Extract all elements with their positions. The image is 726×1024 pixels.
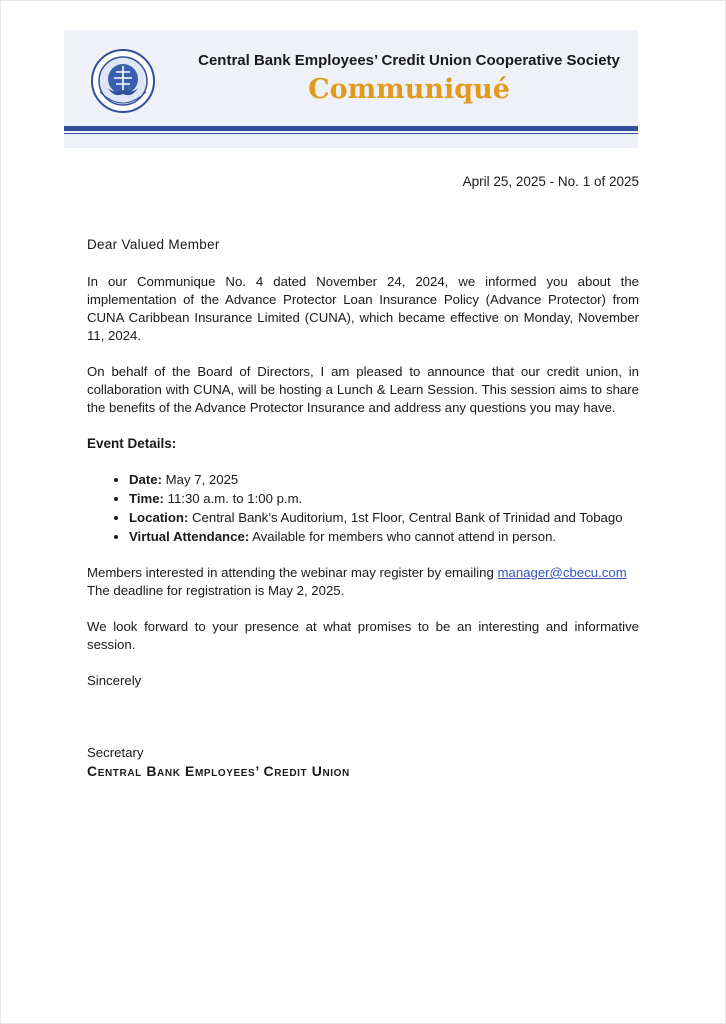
list-item bbox=[129, 489, 639, 508]
registration-deadline: The deadline for registration is May 2, 2025. bbox=[87, 583, 345, 598]
list-item bbox=[129, 527, 639, 546]
date-and-number: April 25, 2025 - No. 1 of 2025 bbox=[462, 174, 639, 189]
event-time-label: Time: bbox=[129, 491, 164, 506]
virtual-attendance-value: Available for members who cannot attend in person. bbox=[252, 529, 557, 544]
organization-name: Central Bank Employees’ Credit Union Cooperative Society bbox=[198, 52, 620, 69]
paragraph-announcement: On behalf of the Board of Directors, I am pleased to announce that our credit union, in collaboration with CUNA, will be hosting a Lunch & Learn Session. This session aims to share the benefits of the Advance Protector Insurance and address any questions you may have. bbox=[87, 364, 639, 415]
event-time-value: 11:30 a.m. to 1:00 p.m. bbox=[167, 491, 303, 506]
registration-paragraph bbox=[87, 564, 639, 600]
event-date-label: Date: bbox=[129, 472, 162, 487]
signatory-organization: Central Bank Employees’ Credit Union bbox=[87, 763, 350, 779]
letter-body bbox=[87, 236, 639, 780]
list-item bbox=[129, 508, 639, 527]
closing-paragraph: We look forward to your presence at what promises to be an interesting and informative session. bbox=[87, 619, 639, 652]
signatory-title: Secretary bbox=[87, 745, 144, 760]
header-divider bbox=[64, 126, 638, 131]
event-date-value: May 7, 2025 bbox=[165, 472, 239, 487]
credit-union-logo-icon bbox=[90, 48, 156, 114]
salutation: Dear Valued Member bbox=[87, 237, 220, 252]
signoff: Sincerely bbox=[87, 673, 142, 688]
event-location-label: Location: bbox=[129, 510, 189, 525]
registration-text: Members interested in attending the webinar may register by emailing bbox=[87, 565, 494, 580]
event-location-value: Central Bank’s Auditorium, 1st Floor, Central Bank of Trinidad and Tobago bbox=[192, 510, 623, 525]
event-details-heading: Event Details: bbox=[87, 436, 177, 451]
email-link[interactable]: manager@cbecu.com bbox=[497, 565, 627, 580]
header-divider-thin bbox=[64, 133, 638, 134]
event-details-list bbox=[87, 470, 639, 546]
list-item bbox=[129, 470, 639, 489]
paragraph-intro: In our Communique No. 4 dated November 24, 2024, we informed you about the implementation of the Advance Protector Loan Insurance Policy (Advance Protector) from CUNA Caribbean Insurance Limited (CUNA), which became effective on Monday, November 11, 2024. bbox=[87, 274, 639, 343]
letterhead bbox=[64, 30, 638, 148]
virtual-attendance-label: Virtual Attendance: bbox=[129, 529, 250, 544]
document-type-title: Communiqué bbox=[308, 74, 510, 105]
